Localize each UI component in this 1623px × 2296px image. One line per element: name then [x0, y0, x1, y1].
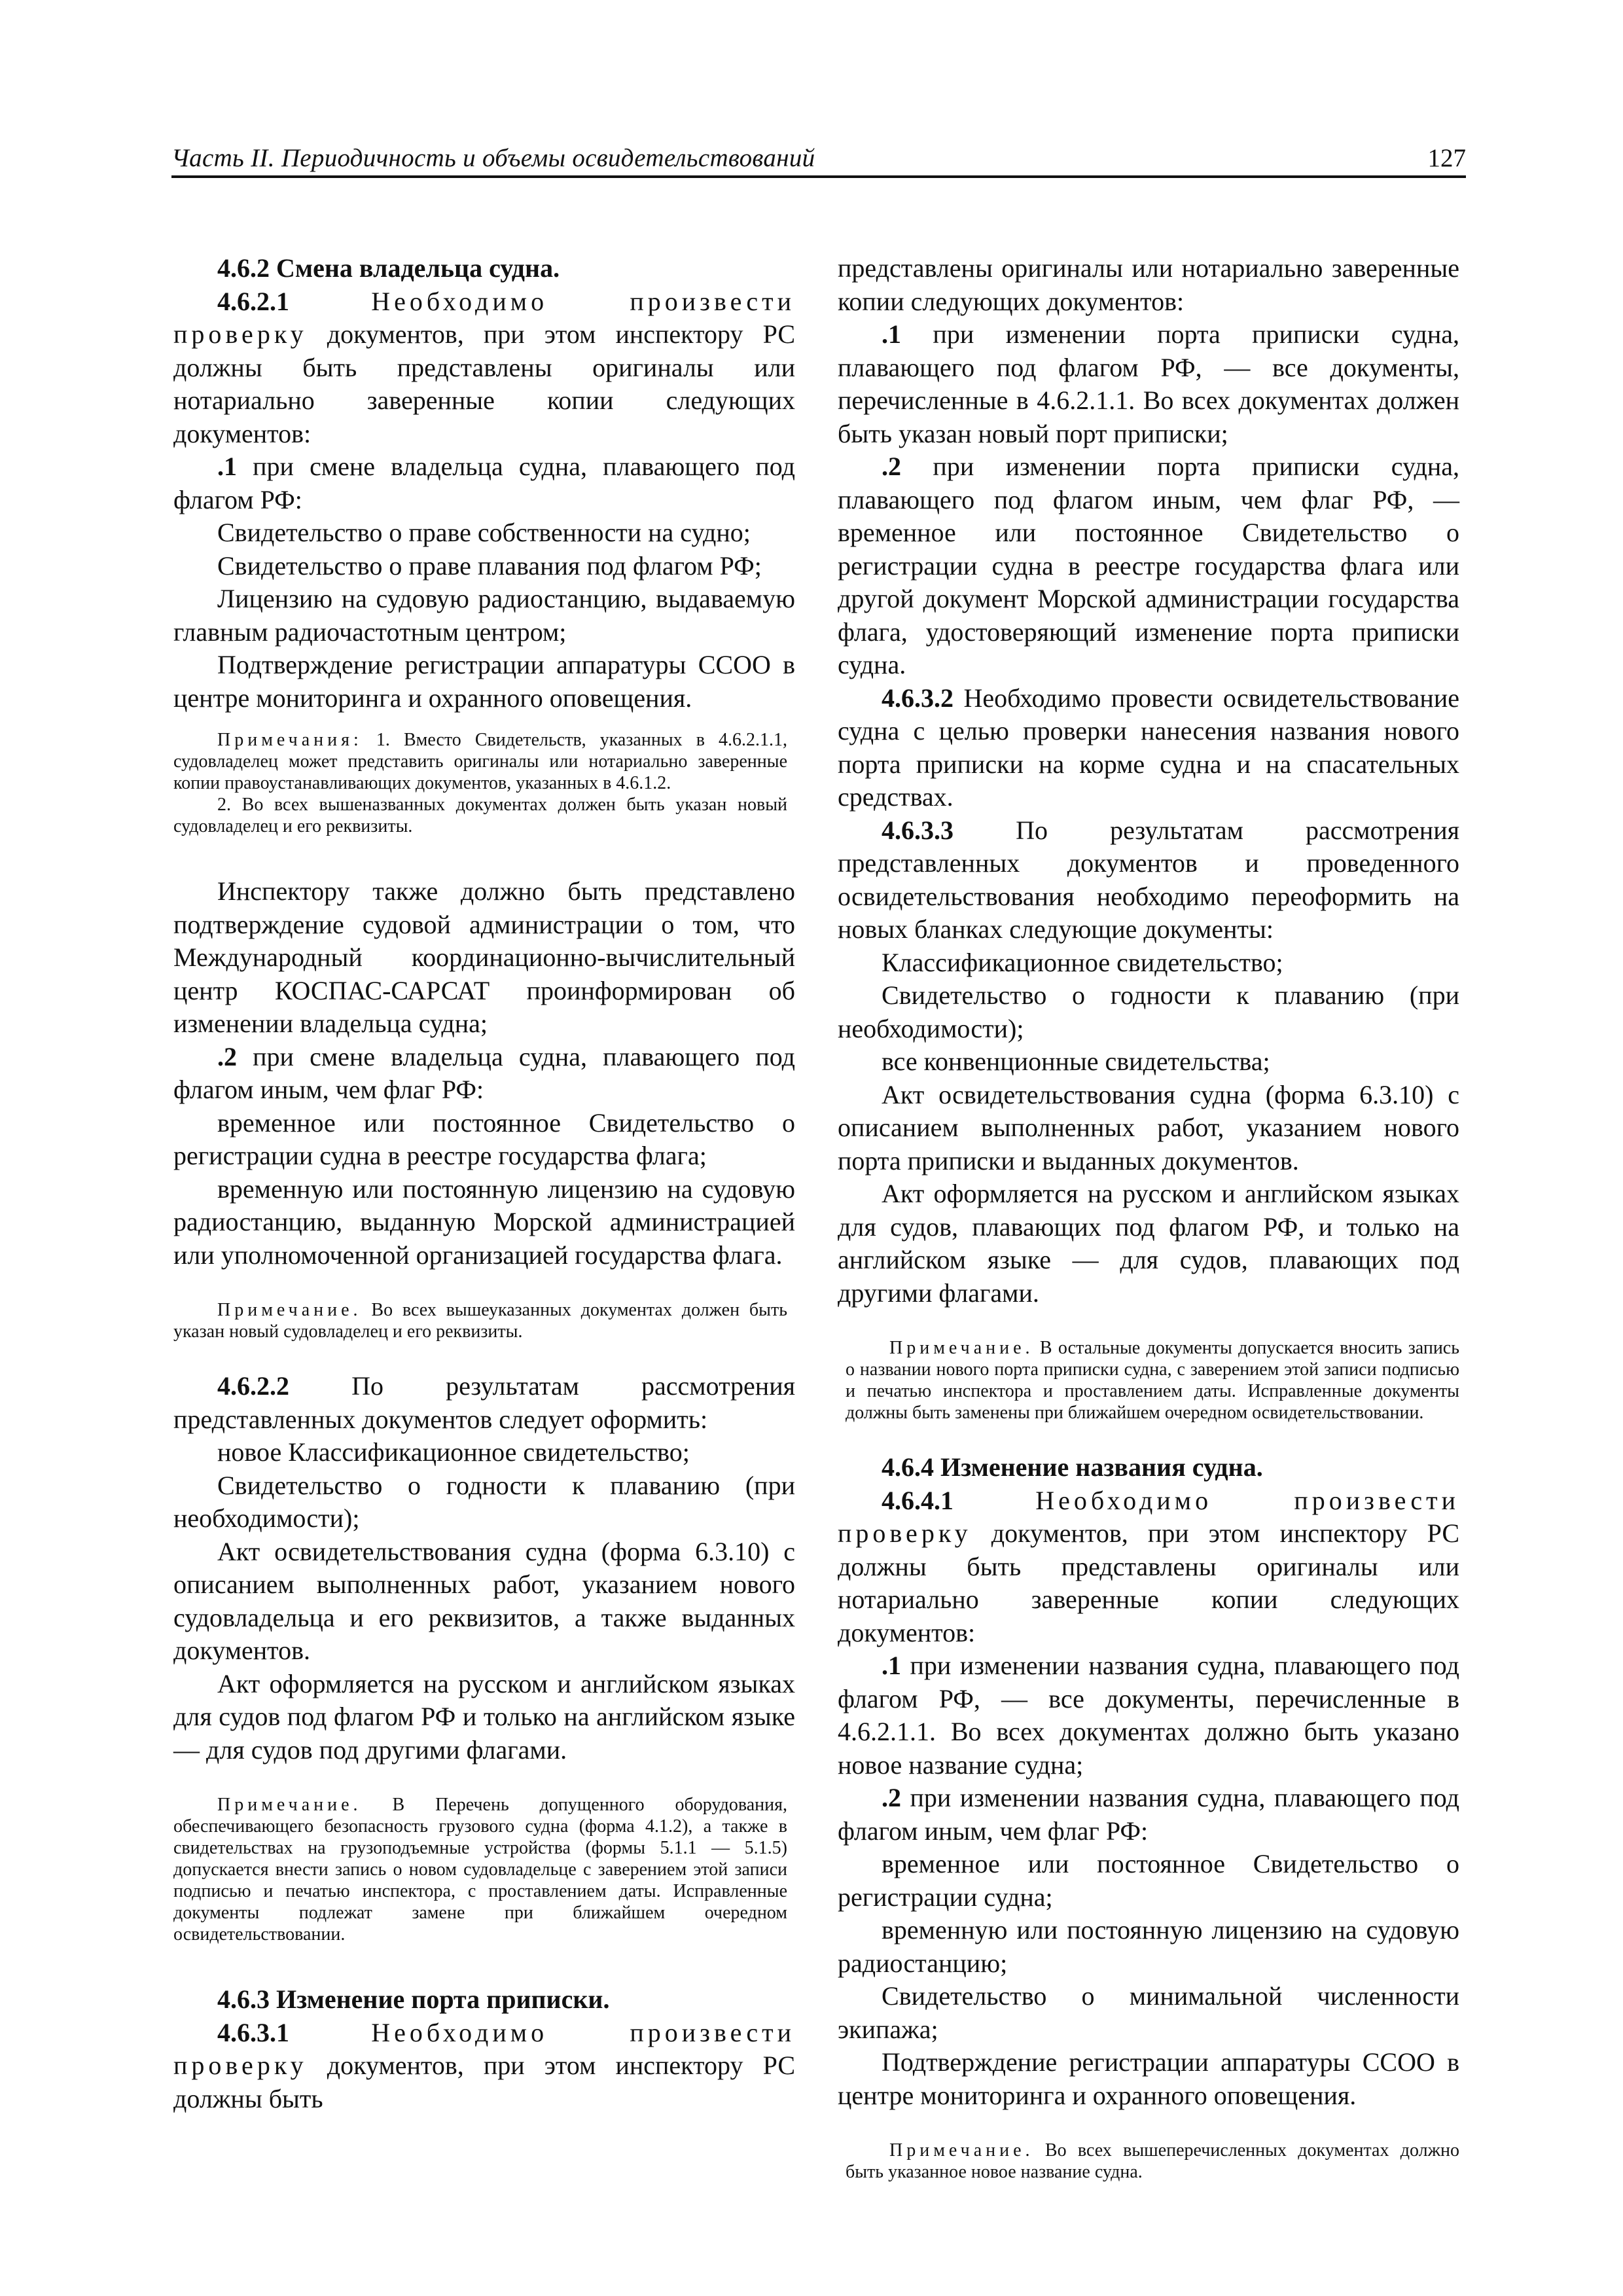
item-text: при изменении порта приписки судна, плавающего под флагом иным, чем флаг РФ, — временное или постоянное Свидетельство о регистрации судна в реестре государства флага или другой документ Морской администрации государства флага, удостоверяющий изменение порта приписки судна. — [838, 452, 1459, 679]
document-item: Лицензию на судовую радиостанцию, выдаваемую главным радиочастотным центром; — [173, 584, 795, 647]
note-text: В Перечень допущенного оборудования, обеспечивающего безопасность грузового судна (форма 4.1.2), а также в свидетельствах на грузоподъемные устройства (формы 5.1.1 — 5.1.5) допускается внести запись о новом судовладельце с заверением этой записи подписью и печатью инспектора, с проставлением даты. Исправленные документы подлежат замене при ближайшем очередном освидетельствовании. — [173, 1795, 787, 1945]
paragraph: Инспектору также должно быть представлено подтверждение судовой администрации о том, что Международный координационно-вычислительный центр КОСПАС-САРСАТ проинформирован об изменении владельца судна; — [173, 876, 795, 1038]
item-number: .1 — [882, 1651, 901, 1680]
left-column — [173, 252, 795, 2115]
document-item: Подтверждение регистрации аппаратуры ССОО в центре мониторинга и охранного оповещения. — [173, 650, 795, 713]
item-number: .2 — [882, 1783, 901, 1812]
note-block — [173, 1299, 795, 1342]
section-heading-4-6-2: 4.6.2 Смена владельца судна. — [217, 253, 560, 283]
note-block — [838, 2140, 1459, 2183]
note-label: Примечание. — [217, 1300, 362, 1320]
document-item: новое Классификационное свидетельство; — [217, 1437, 690, 1467]
paragraph-4-6-4-1 — [838, 1484, 1459, 1650]
paragraph-4-6-2-2 — [173, 1370, 795, 1436]
list-item-1 — [838, 1649, 1459, 1782]
note-label: Примечание. — [889, 1338, 1034, 1358]
document-item: Акт оформляется на русском и английском языках для судов, плавающих под флагом РФ, и только на английском языке — для судов, плавающих под другими флагами. — [838, 1179, 1459, 1308]
item-number: .2 — [217, 1041, 237, 1071]
document-item: Подтверждение регистрации аппаратуры ССОО в центре мониторинга и охранного оповещения. — [838, 2047, 1459, 2110]
item-number: .1 — [882, 319, 901, 349]
document-item: Акт освидетельствования судна (форма 6.3.10) с описанием выполненных работ, указанием нового порта приписки и выданных документов. — [838, 1079, 1459, 1175]
section-heading-4-6-3: 4.6.3 Изменение порта приписки. — [217, 1984, 610, 2014]
note-label: Примечание. — [217, 1795, 362, 1815]
note-text: 1. Вместо Свидетельств, указанных в 4.6.2.1.1, судовладелец может представить оригиналы или нотариально заверенные копии правоустанавливающих документов, указанных в 4.6.1.2. — [173, 730, 787, 793]
document-item: временное или постоянное Свидетельство о регистрации судна в реестре государства флага; — [173, 1107, 795, 1170]
clause-text: Необходимо провести освидетельствование судна с целью проверки нанесения названия нового порта приписки на корме судна и на спасательных средствах. — [838, 683, 1459, 812]
document-item: временное или постоянное Свидетельство о регистрации судна; — [838, 1849, 1459, 1912]
note-text: 2. Во всех вышеназванных документах должен быть указан новый судовладелец и его реквизиты. — [173, 795, 787, 836]
item-text: при изменении порта приписки судна, плавающего под флагом РФ, — все документы, перечисленные в 4.6.2.1.1. Во всех документах должен быть указан новый порт приписки; — [838, 319, 1459, 448]
note-label: Примечание. — [889, 2140, 1034, 2161]
document-item: Свидетельство о праве собственности на судно; — [217, 518, 751, 547]
item-text: при изменении названия судна, плавающего под флагом иным, чем флаг РФ: — [838, 1783, 1459, 1846]
list-item-2 — [838, 450, 1459, 682]
clause-number: 4.6.3.1 — [217, 2017, 289, 2047]
document-item: Акт оформляется на русском и английском языках для судов под флагом РФ и только на английском языке — для судов под другими флагами. — [173, 1668, 795, 1765]
clause-text: документов, при этом инспектору РС должны быть представлены оригиналы или нотариально заверенные копии следующих документов: — [838, 1518, 1460, 1647]
note-text: Во всех вышеуказанных документах должен быть указан новый судовладелец и его реквизиты. — [173, 1300, 787, 1342]
list-item-2 — [173, 1041, 795, 1107]
note-text: Во всех вышеперечисленных документах должно быть указанное новое название судна. — [846, 2140, 1459, 2182]
page-number: 127 — [1427, 144, 1466, 172]
document-item: Свидетельство о минимальной численности экипажа; — [838, 1981, 1459, 2044]
clause-lead: Необходимо произвести проверку — [838, 1485, 1459, 1548]
clause-number: 4.6.2.2 — [217, 1371, 289, 1401]
clause-number: 4.6.4.1 — [882, 1485, 954, 1515]
clause-text: По результатам рассмотрения представленных документов и проведенного освидетельствования необходимо переоформить на новых бланках следующие документы: — [838, 815, 1459, 944]
clause-number: 4.6.2.1 — [217, 286, 289, 316]
note-text: В остальные документы допускается вносить запись о названии нового порта приписки судна, с заверением этой записи подписью и печатью инспектора и проставлением даты. Исправленные документы должны быть заменены при ближайшем очередном освидетельствовании. — [846, 1338, 1459, 1423]
paragraph-4-6-3-2 — [838, 682, 1459, 814]
running-header-title: Часть II. Периодичность и объемы освидетельствований — [171, 144, 815, 172]
list-item-1 — [838, 318, 1459, 450]
document-item: Свидетельство о праве плавания под флагом РФ; — [217, 550, 762, 581]
document-item: Акт освидетельствования судна (форма 6.3.10) с описанием выполненных работ, указанием нового судовладельца и его реквизитов, а также выданных документов. — [173, 1536, 795, 1665]
right-column — [838, 252, 1459, 2183]
clause-number: 4.6.3.3 — [882, 815, 954, 845]
clause-number: 4.6.3.2 — [882, 683, 954, 713]
paragraph-continued: представлены оригиналы или нотариально заверенные копии следующих документов: — [838, 253, 1459, 316]
document-item: временную или постоянную лицензию на судовую радиостанцию, выданную Морской администрацией или уполномоченной организацией государства флага. — [173, 1174, 795, 1270]
note-block — [173, 1794, 795, 1945]
note-block — [173, 729, 795, 837]
list-item-1 — [173, 450, 795, 516]
document-item: временную или постоянную лицензию на судовую радиостанцию; — [838, 1915, 1459, 1978]
paragraph-4-6-2-1 — [173, 285, 795, 451]
item-text: при изменении названия судна, плавающего под флагом РФ, — все документы, перечисленные в 4.6.2.1.1. Во всех документах должно быть указано новое название судна; — [838, 1651, 1459, 1780]
clause-text: документов, при этом инспектору РС должны быть представлены оригиналы или нотариально заверенные копии следующих документов: — [173, 319, 796, 448]
clause-lead: Необходимо произвести проверку — [173, 286, 795, 349]
section-heading-4-6-4: 4.6.4 Изменение названия судна. — [882, 1452, 1263, 1482]
running-header — [171, 141, 1466, 180]
note-block — [838, 1337, 1459, 1424]
item-number: .1 — [217, 452, 237, 481]
paragraph-4-6-3-3 — [838, 814, 1459, 946]
header-rule — [171, 175, 1466, 178]
document-item: Классификационное свидетельство; — [882, 947, 1283, 977]
list-item-2 — [838, 1782, 1459, 1848]
item-text: при смене владельца судна, плавающего под флагом РФ: — [173, 452, 795, 514]
document-item: Свидетельство о годности к плаванию (при необходимости); — [838, 980, 1459, 1043]
note-label: Примечания: — [217, 730, 363, 750]
clause-text: По результатам рассмотрения представленных документов следует оформить: — [173, 1371, 795, 1434]
clause-lead: Необходимо произвести проверку — [173, 2017, 795, 2080]
document-item: все конвенционные свидетельства; — [882, 1047, 1270, 1076]
item-number: .2 — [882, 452, 901, 481]
clause-text: документов, при этом инспектору РС должны быть — [173, 2051, 796, 2113]
paragraph-4-6-3-1 — [173, 2017, 795, 2116]
item-text: при смене владельца судна, плавающего под флагом иным, чем флаг РФ: — [173, 1041, 795, 1104]
document-item: Свидетельство о годности к плаванию (при необходимости); — [173, 1470, 795, 1533]
